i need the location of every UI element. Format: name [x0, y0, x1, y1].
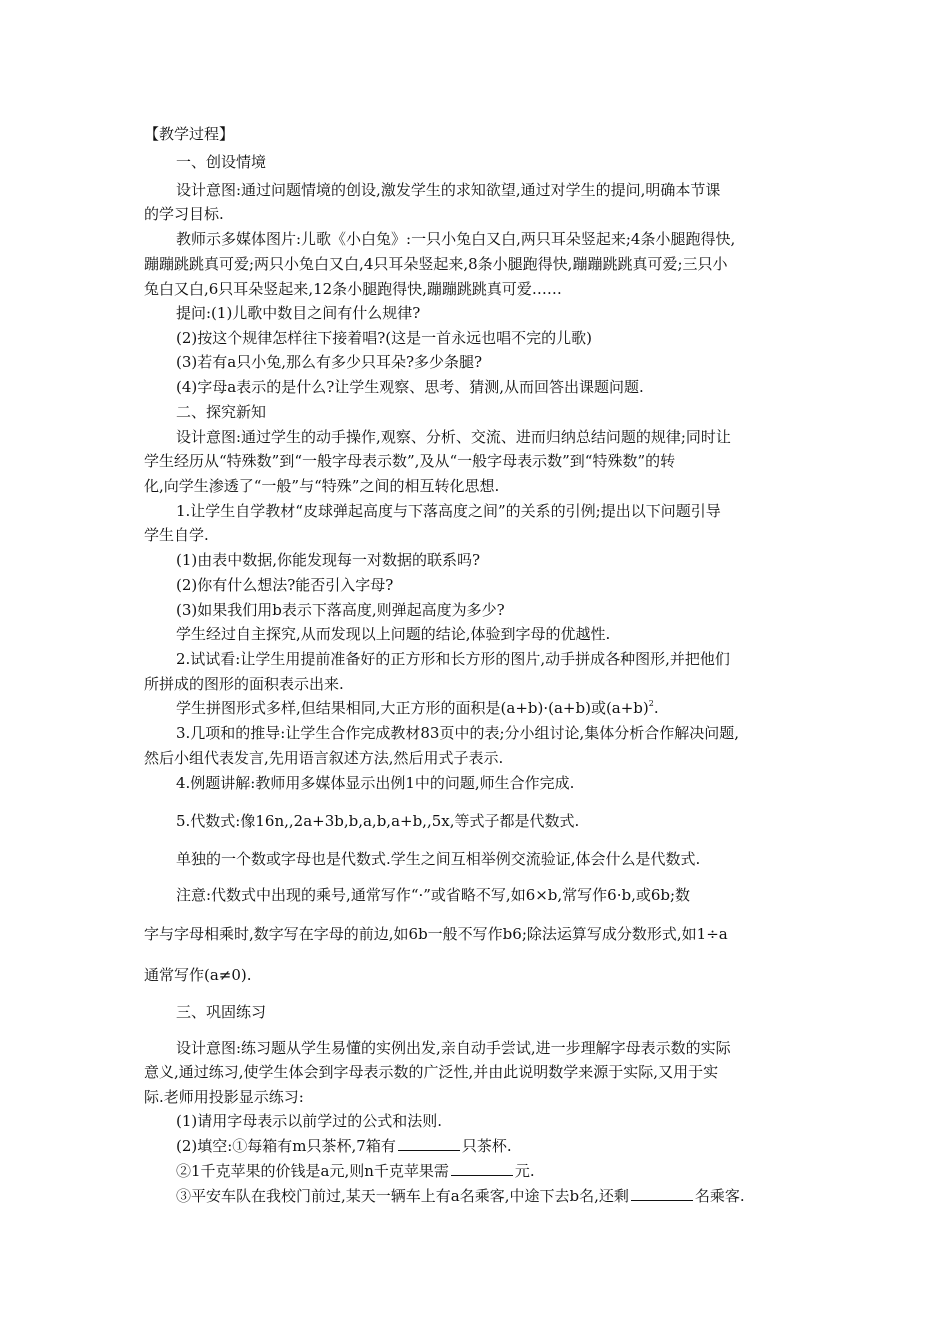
question-line: (4)字母a表示的是什么?让学生观察、思考、猜测,从而回答出课题问题. [176, 378, 644, 396]
paragraph-line: 蹦蹦跳跳真可爱;两只小兔白又白,4只耳朵竖起来,8条小腿跑得快,蹦蹦跳跳真可爱;三只小 [144, 255, 728, 273]
exercise-text: ②1千克苹果的价钱是a元,则n千克苹果需 [176, 1162, 449, 1180]
paragraph-line: 3.几项和的推导:让学生合作完成教材83页中的表;分小组讨论,集体分析合作解决问题, [176, 724, 740, 742]
answer-blank[interactable] [398, 1136, 460, 1151]
question-line: (2)按这个规律怎样往下接着唱?(这是一首永远也唱不完的儿歌) [176, 329, 592, 347]
note-line: 注意:代数式中出现的乘号,通常写作“·”或省略不写,如6×b,常写作6·b,或6b;数 [176, 886, 691, 904]
exercise-text: 只茶杯. [461, 1137, 512, 1155]
exercise-line [176, 1161, 535, 1181]
exercise-line: (1)请用字母表示以前学过的公式和法则. [176, 1112, 443, 1130]
question-line: (3)如果我们用b表示下落高度,则弹起高度为多少? [176, 601, 505, 619]
note-line: 通常写作(a≠0). [144, 966, 252, 984]
answer-blank[interactable] [631, 1186, 693, 1201]
paragraph-line: 4.例题讲解:教师用多媒体显示出例1中的问题,师生合作完成. [176, 774, 575, 792]
exercise-text: 元. [514, 1162, 535, 1180]
s2-title: 二、探究新知 [176, 403, 267, 421]
paragraph-line: 5.代数式:像16n,,2a+3b,b,a,b,a+b,,5x,等式子都是代数式. [176, 812, 580, 830]
exercise-line [176, 1186, 745, 1206]
paragraph-line: 化,向学生渗透了“一般”与“特殊”之间的相互转化思想. [144, 477, 500, 495]
paragraph-line: 2.试试看:让学生用提前准备好的正方形和长方形的图片,动手拼成各种图形,并把他们 [176, 650, 730, 668]
paragraph-line: 兔白又白,6只耳朵竖起来,12条小腿跑得快,蹦蹦跳跳真可爱…… [144, 280, 562, 298]
formula-line [176, 698, 659, 718]
s3-title: 三、巩固练习 [176, 1003, 267, 1021]
paragraph-line: 设计意图:通过问题情境的创设,激发学生的求知欲望,通过对学生的提问,明确本节课 [176, 181, 721, 199]
exercise-text: (2)填空:①每箱有m只茶杯,7箱有 [176, 1137, 396, 1155]
section-heading: 【教学过程】 [144, 125, 235, 143]
question-line: 提问:(1)儿歌中数目之间有什么规律? [176, 304, 421, 322]
question-line: (2)你有什么想法?能否引入字母? [176, 576, 394, 594]
paragraph-line: 然后小组代表发言,先用语言叙述方法,然后用式子表示. [144, 749, 504, 767]
exercise-text: 名乘客. [694, 1187, 745, 1205]
paragraph-line: 设计意图:通过学生的动手操作,观察、分析、交流、进而归纳总结问题的规律;同时让 [176, 428, 731, 446]
paragraph-line: 学生经过自主探究,从而发现以上问题的结论,体验到字母的优越性. [176, 625, 611, 643]
paragraph-line: 教师示多媒体图片:儿歌《小白兔》:一只小兔白又白,两只耳朵竖起来;4条小腿跑得快, [176, 230, 736, 248]
paragraph-line: 1.让学生自学教材“皮球弹起高度与下落高度之间”的关系的引例;提出以下问题引导 [176, 502, 721, 520]
formula-text: 学生拼图形式多样,但结果相同,大正方形的面积是(a+b)·(a+b)或(a+b) [176, 699, 649, 717]
paragraph-line: 设计意图:练习题从学生易懂的实例出发,亲自动手尝试,进一步理解字母表示数的实际 [176, 1039, 731, 1057]
paragraph-line: 单独的一个数或字母也是代数式.学生之间互相举例交流验证,体会什么是代数式. [176, 850, 701, 868]
exponent: 2 [648, 699, 654, 708]
paragraph-line: 学生自学. [144, 526, 209, 544]
paragraph-line: 的学习目标. [144, 205, 224, 223]
paragraph-line: 意义,通过练习,使学生体会到字母表示数的广泛性,并由此说明数学来源于实际,又用于实 [144, 1063, 719, 1081]
question-line: (1)由表中数据,你能发现每一对数据的联系吗? [176, 551, 481, 569]
answer-blank[interactable] [451, 1161, 513, 1176]
paragraph-line: 学生经历从“特殊数”到“一般字母表示数”,及从“一般字母表示数”到“特殊数”的转 [144, 452, 676, 470]
exercise-text: ③平安车队在我校门前过,某天一辆车上有a名乘客,中途下去b名,还剩 [176, 1187, 629, 1205]
paragraph-line: 际.老师用投影显示练习: [144, 1088, 304, 1106]
exercise-line [176, 1136, 512, 1156]
paragraph-line: 所拼成的图形的面积表示出来. [144, 675, 344, 693]
question-line: (3)若有a只小兔,那么有多少只耳朵?多少条腿? [176, 353, 483, 371]
note-line: 字与字母相乘时,数字写在字母的前边,如6b一般不写作b6;除法运算写成分数形式,如1÷a [144, 925, 728, 943]
formula-end: . [653, 699, 659, 717]
s1-title: 一、创设情境 [176, 153, 267, 171]
